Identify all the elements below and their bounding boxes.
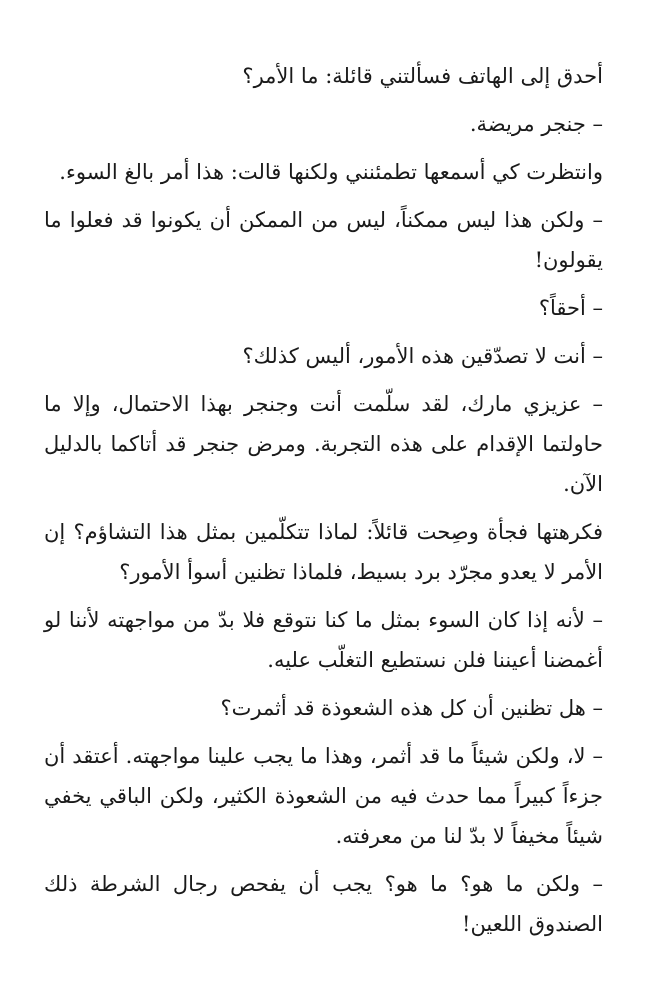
paragraph: – هل تظنين أن كل هذه الشعوذة قد أثمرت؟: [220, 696, 603, 720]
paragraph: وانتظرت كي أسمعها تطمئنني ولكنها قالت: هذا أمر بالغ السوء.: [59, 160, 603, 184]
paragraph: – ولكن هذا ليس ممكناً، ليس من الممكن أن يكونوا قد فعلوا ما يقولون!: [44, 208, 603, 272]
paragraph: – أنت لا تصدّقين هذه الأمور، أليس كذلك؟: [242, 344, 603, 368]
paragraph: أحدق إلى الهاتف فسألتني قائلة: ما الأمر؟: [242, 64, 603, 88]
paragraph: – لأنه إذا كان السوء بمثل ما كنا نتوقع فلا بدّ من مواجهته لأننا لو أغمضنا أعيننا فلن نستطيع التغلّب عليه.: [44, 608, 603, 672]
paragraph: فكرهتها فجأة وصِحت قائلاً: لماذا تتكلّمين بمثل هذا التشاؤم؟ إن الأمر لا يعدو مجرّد برد بسيط، فلماذا تظنين أسوأ الأمور؟: [44, 520, 603, 584]
paragraph: – جنجر مريضة.: [469, 112, 603, 136]
paragraph: – أحقاً؟: [538, 296, 603, 320]
paragraph: – ولكن ما هو؟ ما هو؟ يجب أن يفحص رجال الشرطة ذلك الصندوق اللعين!: [44, 872, 603, 936]
page-text: [44, 56, 603, 952]
paragraph: – عزيزي مارك، لقد سلّمت أنت وجنجر بهذا الاحتمال، وإلا ما حاولتما الإقدام على هذه التجربة. ومرض جنجر قد أتاكما بالدليل الآن.: [44, 392, 603, 496]
paragraph: – لا، ولكن شيئاً ما قد أثمر، وهذا ما يجب علينا مواجهته. أعتقد أن جزءاً كبيراً مما حدث فيه من الشعوذة الكثير، ولكن الباقي يخفي شيئاً مخيفاً لا بدّ لنا من معرفته.: [44, 744, 603, 848]
